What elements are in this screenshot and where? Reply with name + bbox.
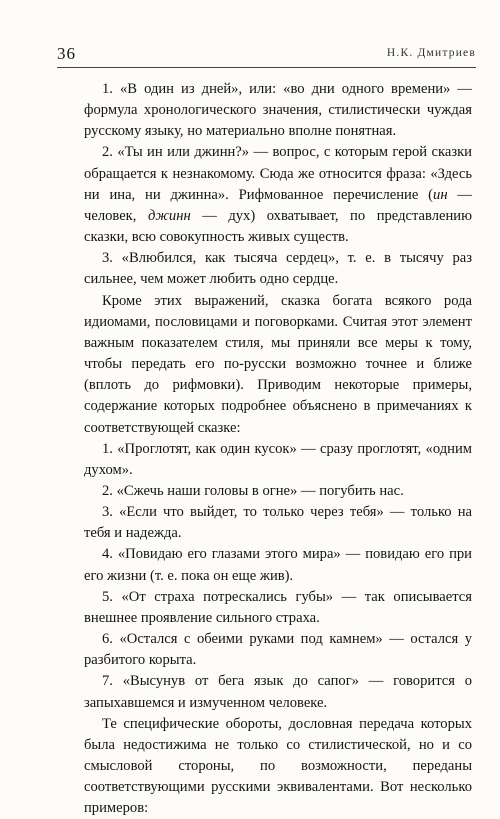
- paragraph: Кроме этих выражений, сказка богата всякого рода идиомами, пословицами и поговорками. Считая этот элемент важным показателем стиля, мы приняли все меры к тому, чтобы передать его по-русски возможно точнее и ближе (вплоть до рифмовки). Приводим некоторые примеры, содержание которых подробнее объяснено в примечаниях к соответствующей сказке:: [84, 292, 472, 436]
- paragraph: 7. «Высунув от бега язык до сапог» — говорится о запыхавшемся и измученном человеке.: [84, 673, 472, 711]
- paragraph: 2. «Ты ин или джинн?» — вопрос, с которым герой сказки обращается к незнакомому. Сюда же относится фраза: «Здесь ни ина, ни джинна». Рифмованное перечисление (ин — человек, джинн — дух) охватывает, по представлению сказки, всю совокупность живых существ.: [84, 144, 472, 246]
- paragraph: 3. «Влюбился, как тысяча сердец», т. е. в тысячу раз сильнее, чем может любить одно сердце.: [84, 250, 472, 288]
- paragraph: 1. «В один из дней», или: «во дни одного времени» — формула хронологического значения, стилистически чуждая русскому языку, но материально вполне понятная.: [84, 81, 472, 140]
- paragraph: 6. «Остался с обеими руками под камнем» — остался у разбитого корыта.: [84, 631, 472, 669]
- running-head: Н.К. Дмитриев: [386, 47, 476, 59]
- page-number: 36: [57, 44, 76, 63]
- header-rule: [57, 67, 476, 68]
- paragraph: 2. «Сжечь наши головы в огне» — погубить нас.: [102, 482, 404, 499]
- paragraph: 3. «Если что выйдет, то только через тебя» — только на тебя и надежда.: [84, 504, 472, 542]
- paragraph: 4. «Повидаю его глазами этого мира» — повидаю его при его жизни (т. е. пока он еще жив).: [84, 546, 472, 584]
- page-header: [57, 44, 476, 66]
- paragraph: Те специфические обороты, дословная передача которых была недостижима не только со стилистической, но и со смысловой стороны, по возможности, переданы соответствующими русскими эквивалентами. Вот несколько примеров:: [84, 715, 472, 817]
- paragraph: 5. «От страха потрескались губы» — так описывается внешнее проявление сильного страха.: [84, 588, 472, 626]
- page-body: [84, 79, 472, 819]
- paragraph: 1. «Проглотят, как один кусок» — сразу проглотят, «одним духом».: [84, 440, 472, 478]
